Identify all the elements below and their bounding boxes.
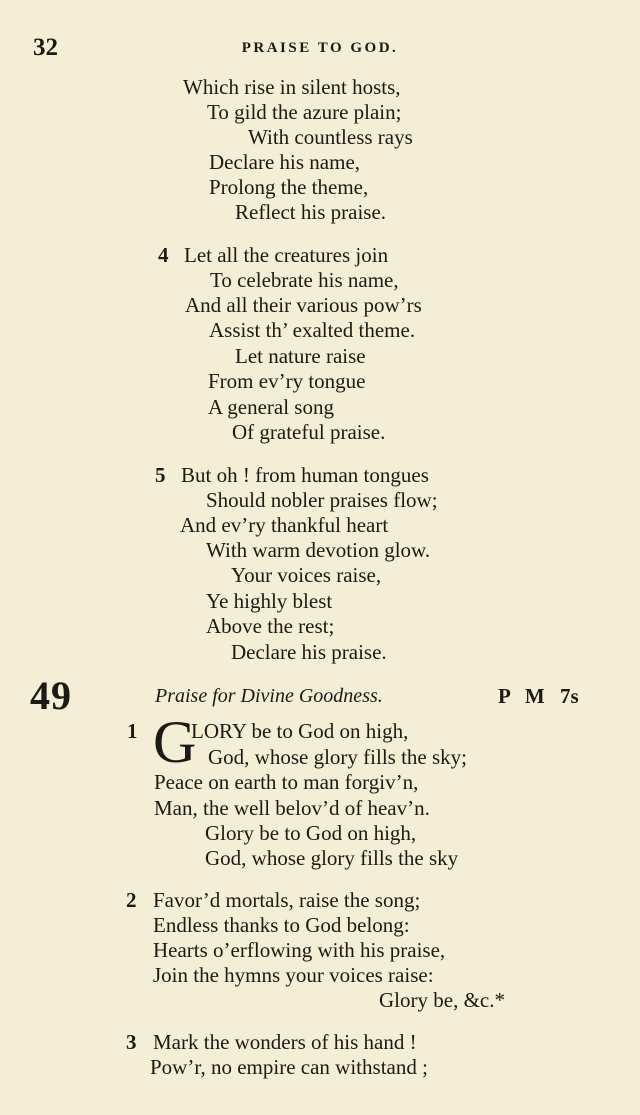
verse-line: Glory be to God on high,	[205, 821, 417, 845]
stanza-number: 3	[126, 1030, 137, 1054]
verse-line: Mark the wonders of his hand !	[153, 1030, 417, 1054]
verse-line: With warm devotion glow.	[206, 538, 431, 562]
verse-line: Man, the well belov’d of heav’n.	[154, 796, 430, 820]
verse-line: Above the rest;	[206, 614, 335, 638]
hymn-title: Praise for Divine Goodness.	[155, 685, 383, 707]
verse-line: Favor’d mortals, raise the song;	[153, 888, 421, 912]
verse-line: Pow’r, no empire can withstand ;	[150, 1055, 428, 1079]
verse-line: Should nobler praises flow;	[206, 488, 438, 512]
verse-line: Let all the creatures join	[184, 243, 389, 267]
page-number: 32	[33, 34, 58, 61]
verse-line: Of grateful praise.	[232, 420, 386, 444]
verse-line: God, whose glory fills the sky	[205, 846, 459, 870]
stanza-number: 2	[126, 888, 137, 912]
verse-line: And all their various pow’rs	[185, 293, 422, 317]
verse-line: With countless rays	[248, 125, 413, 149]
verse-line: To gild the azure plain;	[207, 100, 402, 124]
running-title: PRAISE TO GOD.	[241, 40, 399, 56]
verse-line: Declare his name,	[209, 150, 361, 174]
verse-line: Reflect his praise.	[235, 200, 387, 224]
verse-line: Your voices raise,	[231, 563, 382, 587]
stanza-number: 4	[158, 243, 169, 267]
verse-line: Ye highly blest	[206, 589, 333, 613]
verse-line: God, whose glory fills the sky;	[208, 745, 467, 769]
verse-line: Peace on earth to man forgiv’n,	[154, 770, 419, 794]
verse-line: To celebrate his name,	[210, 268, 399, 292]
hymn-number: 49	[30, 673, 72, 718]
stanza-number: 5	[155, 463, 166, 487]
verse-line: A general song	[208, 395, 334, 419]
verse-line: LORY be to God on high,	[191, 719, 409, 743]
verse-line: Endless thanks to God belong:	[153, 913, 410, 937]
verse-line: Hearts o’erflowing with his praise,	[153, 938, 446, 962]
verse-line: From ev’ry tongue	[208, 369, 366, 393]
verse-line: Assist th’ exalted theme.	[209, 318, 416, 342]
verse-line: Which rise in silent hosts,	[183, 75, 401, 99]
verse-line: Join the hymns your voices raise:	[153, 963, 434, 987]
verse-line: Declare his praise.	[231, 640, 387, 664]
drop-cap: G	[153, 709, 197, 775]
verse-line: But oh ! from human tongues	[181, 463, 429, 487]
stanza-number: 1	[127, 719, 138, 743]
verse-line: Let nature raise	[235, 344, 366, 368]
verse-line: Glory be, &c.*	[379, 988, 505, 1012]
verse-line: And ev’ry thankful heart	[180, 513, 389, 537]
hymn-meter: P M 7s	[498, 684, 579, 708]
verse-line: Prolong the theme,	[209, 175, 369, 199]
